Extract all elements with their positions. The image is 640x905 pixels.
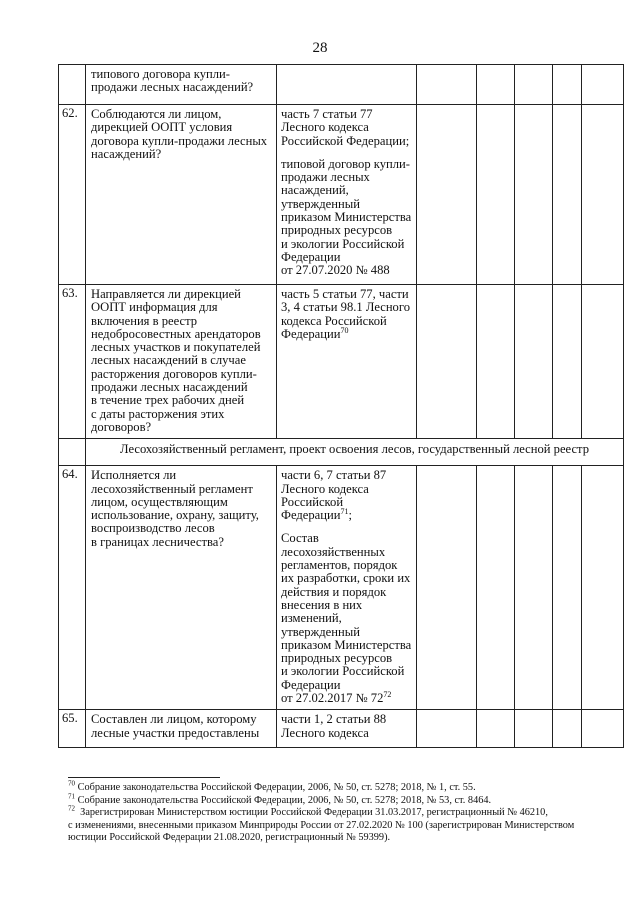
footnote-70: $^{70}$ Собрание законодательства Российской Федерации, 2006, № 50, ст. 5278; 2018, № 1, ст. 55.: [68, 779, 476, 793]
footnote-72-cont: с изменениями, внесенными приказом Минприроды России от 27.02.2020 № 100 (зарегистрирован Министерством: [68, 819, 575, 831]
answer-cell[interactable]: [477, 710, 515, 748]
table-row: [59, 285, 624, 439]
answer-cell[interactable]: [582, 710, 624, 748]
table-row: [59, 65, 624, 105]
footnotes: [68, 779, 616, 845]
checklist-table: [58, 64, 624, 748]
row-number: 63.: [59, 285, 86, 439]
answer-cell[interactable]: [417, 466, 477, 710]
answer-cell[interactable]: [477, 105, 515, 285]
row-number: [59, 65, 86, 105]
answer-cell[interactable]: [515, 65, 553, 105]
footnote-ref[interactable]: 72: [383, 689, 392, 699]
footnote-ref[interactable]: 71: [340, 506, 349, 516]
reference-cell: части 6, 7 статьи 87 Лесного кодекса Российской Федерации$^{71}$; Состав лесохозяйственных регламентов, порядок их разработки, сроки их действия и порядок внесения в них изменений, утвержденный приказом Министерства природных ресурсов и экологии Российской Федерации от 27.02.2017 № $72^{72}$: [277, 466, 417, 710]
answer-cell[interactable]: [417, 285, 477, 439]
table-row: [59, 466, 624, 710]
answer-cell[interactable]: [582, 285, 624, 439]
answer-cell[interactable]: [417, 65, 477, 105]
row-number: 64.: [59, 466, 86, 710]
answer-cell[interactable]: [553, 710, 582, 748]
reference-cell: часть 7 статьи 77 Лесного кодекса Российской Федерации; типовой договор купли- продажи лесных насаждений, утвержденный приказом Министерства природных ресурсов и экологии Российской Федерации от 27.07.2020 № 488: [277, 105, 417, 285]
reference-cell: части 1, 2 статьи 88 Лесного кодекса: [277, 710, 417, 748]
answer-cell[interactable]: [553, 466, 582, 710]
section-header-row: [59, 439, 624, 466]
footnote-ref[interactable]: 70: [340, 325, 349, 335]
answer-cell[interactable]: [477, 285, 515, 439]
question-cell: Исполняется ли лесохозяйственный регламент лицом, осуществляющим использование, охрану, защиту, воспроизводство лесов в границах лесничества?: [86, 466, 277, 710]
answer-cell[interactable]: [553, 105, 582, 285]
table-row: [59, 105, 624, 285]
answer-cell[interactable]: [582, 105, 624, 285]
answer-cell[interactable]: [553, 65, 582, 105]
question-cell: Составлен ли лицом, которому лесные участки предоставлены: [86, 710, 277, 748]
question-cell: типового договора купли- продажи лесных насаждений?: [86, 65, 277, 105]
answer-cell[interactable]: [417, 105, 477, 285]
question-cell: Соблюдаются ли лицом, дирекцией ООПТ условия договора купли-продажи лесных насаждений?: [86, 105, 277, 285]
answer-cell[interactable]: [515, 710, 553, 748]
question-cell: Направляется ли дирекцией ООПТ информация для включения в реестр недобросовестных арендаторов лесных участков и покупателей лесных насаждений в случае расторжения договоров купли- продажи лесных насаждений в течение трех рабочих дней с даты расторжения этих договоров?: [86, 285, 277, 439]
answer-cell[interactable]: [582, 466, 624, 710]
answer-cell[interactable]: [515, 105, 553, 285]
section-title: Лесохозяйственный регламент, проект освоения лесов, государственный лесной реестр: [86, 439, 624, 466]
row-number: 62.: [59, 105, 86, 285]
footnote-72-cont: юстиции Российской Федерации 21.08.2020, регистрационный № 59399).: [68, 832, 391, 844]
footnote-72: $^{72}$ Зарегистрирован Министерством юстиции Российской Федерации 31.03.2017, регистрационный № 46210,: [68, 804, 548, 819]
row-number: 65.: [59, 710, 86, 748]
row-number: [59, 439, 86, 466]
answer-cell[interactable]: [477, 65, 515, 105]
page-number: 28: [312, 40, 328, 56]
answer-cell[interactable]: [515, 285, 553, 439]
answer-cell[interactable]: [553, 285, 582, 439]
reference-cell: [277, 65, 417, 105]
answer-cell[interactable]: [417, 710, 477, 748]
answer-cell[interactable]: [582, 65, 624, 105]
reference-cell: часть 5 статьи 77, части 3, 4 статьи 98.1 Лесного кодекса Российской Федерации$^{70}$: [277, 285, 417, 439]
footnote-71: $^{71}$ Собрание законодательства Российской Федерации, 2006, № 50, ст. 5278; 2018, № 53, ст. 8464.: [68, 792, 492, 806]
table-row: [59, 710, 624, 748]
answer-cell[interactable]: [477, 466, 515, 710]
footnote-divider: [68, 777, 220, 778]
answer-cell[interactable]: [515, 466, 553, 710]
